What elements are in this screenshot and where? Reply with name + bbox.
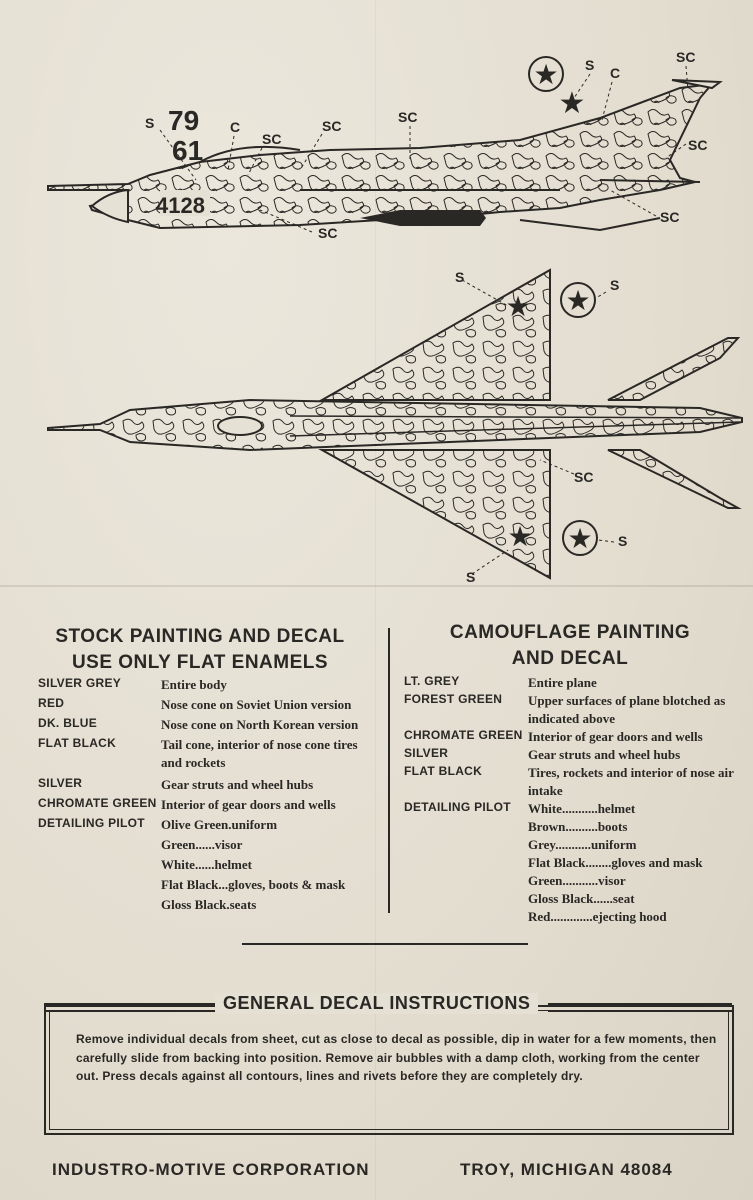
camo-heading-line2: AND DECAL — [511, 648, 629, 669]
company-name: INDUSTRO-MOTIVE CORPORATION — [52, 1160, 370, 1179]
paint-usage: Gear struts and wheel hubs — [528, 747, 681, 762]
paint-color: CHROMATE GREEN — [38, 796, 157, 810]
paint-usage: Entire body — [161, 677, 227, 692]
camo-paint-list — [404, 674, 749, 934]
company-location: TROY, MICHIGAN 48084 — [460, 1160, 673, 1179]
aircraft-side-view — [0, 40, 753, 290]
paint-usage: Nose cone on North Korean version — [161, 717, 359, 732]
general-instructions-text: Remove individual decals from sheet, cut as close to decal as possible, dip in water for a few moments, then carefully slide from backing into position. Remove air bubbles with a damp cloth, working from the center out. Press decals against all contours, lines and rivets before they are completely dry. — [76, 1032, 717, 1083]
callout-sc: SC — [262, 131, 282, 147]
star-icon: ★ — [505, 291, 531, 322]
paint-usage: Brown..........boots — [528, 819, 628, 834]
callout-sc: SC — [398, 109, 418, 125]
aircraft-top-view — [0, 260, 753, 590]
stock-paint-list — [38, 676, 378, 916]
fuselage — [48, 80, 720, 230]
paint-color: DETAILING PILOT — [38, 816, 145, 830]
paint-usage: White...........helmet — [528, 801, 636, 816]
callout-sc: SC — [660, 209, 680, 225]
callout-s: S — [585, 57, 595, 73]
paint-usage: Flat Black........gloves and mask — [528, 855, 703, 870]
wings-and-body — [48, 270, 742, 578]
paint-color: CHROMATE GREEN — [404, 728, 523, 742]
stock-heading-line2: USE ONLY FLAT ENAMELS — [71, 652, 329, 673]
title-rule-left — [44, 1003, 219, 1012]
callout-c: C — [230, 119, 241, 135]
stock-heading-line1: STOCK PAINTING AND DECAL — [55, 626, 345, 647]
paint-color: SILVER GREY — [38, 676, 122, 690]
paint-color: FLAT BLACK — [404, 764, 483, 778]
callout-s: S — [466, 569, 476, 585]
paint-usage: Gear struts and wheel hubs — [161, 777, 314, 792]
paint-color: RED — [38, 696, 65, 710]
callout-sc: SC — [574, 469, 594, 485]
callout-s: S — [618, 533, 628, 549]
callout-s: S — [145, 115, 155, 131]
paint-usage: Tires, rockets and interior of nose air intake — [528, 765, 734, 798]
side-star-markings — [529, 57, 585, 120]
column-divider — [388, 628, 390, 913]
paint-color: FLAT BLACK — [38, 736, 117, 750]
callout-sc: SC — [318, 225, 338, 241]
paint-usage: Red.............ejecting hood — [528, 909, 667, 924]
general-instructions-title: GENERAL DECAL INSTRUCTIONS — [215, 993, 538, 1014]
camouflage-painting-heading — [395, 620, 745, 672]
paint-usage: Green......visor — [161, 837, 243, 852]
camo-heading-line1: CAMOUFLAGE PAINTING — [449, 622, 691, 643]
callout-sc: SC — [688, 137, 708, 153]
callout-sc: SC — [676, 49, 696, 65]
star-icon: ★ — [507, 521, 533, 552]
paint-color: FOREST GREEN — [404, 692, 503, 706]
paint-color: SILVER — [38, 776, 83, 790]
paint-usage: Upper surfaces of plane blotched as indicated above — [528, 693, 726, 726]
star-icon: ★ — [567, 523, 593, 554]
callout-s: S — [610, 277, 620, 293]
serial-61: 61 — [172, 135, 204, 166]
title-rule-right — [548, 1003, 732, 1012]
paint-color: DK. BLUE — [38, 716, 98, 730]
stock-painting-heading — [30, 624, 370, 676]
paint-usage: Olive Green.uniform — [161, 817, 278, 832]
paint-usage: Tail cone, interior of nose cone tires and rockets — [161, 737, 358, 770]
star-icon: ★ — [558, 87, 586, 120]
callout-s: S — [455, 269, 465, 285]
paint-usage: Flat Black...gloves, boots & mask — [161, 877, 346, 892]
callout-c: C — [610, 65, 621, 81]
section-divider — [242, 943, 528, 945]
paint-usage: Nose cone on Soviet Union version — [161, 697, 352, 712]
serial-79: 79 — [168, 105, 200, 136]
paint-usage: Entire plane — [528, 675, 597, 690]
paint-usage: Gloss Black......seat — [528, 891, 635, 906]
star-icon: ★ — [565, 285, 591, 316]
paint-usage: White......helmet — [161, 857, 252, 872]
paint-usage: Interior of gear doors and wells — [528, 729, 703, 744]
paint-color: SILVER — [404, 746, 449, 760]
callout-sc: SC — [322, 118, 342, 134]
paint-usage: Grey...........uniform — [528, 837, 637, 852]
paint-color: DETAILING PILOT — [404, 800, 511, 814]
star-icon: ★ — [533, 59, 559, 90]
paint-usage: Green...........visor — [528, 873, 626, 888]
paint-color: LT. GREY — [404, 674, 460, 688]
fuselage-number: 4128 — [156, 193, 205, 218]
paint-usage: Interior of gear doors and wells — [161, 797, 336, 812]
paint-usage: Gloss Black.seats — [161, 897, 257, 912]
